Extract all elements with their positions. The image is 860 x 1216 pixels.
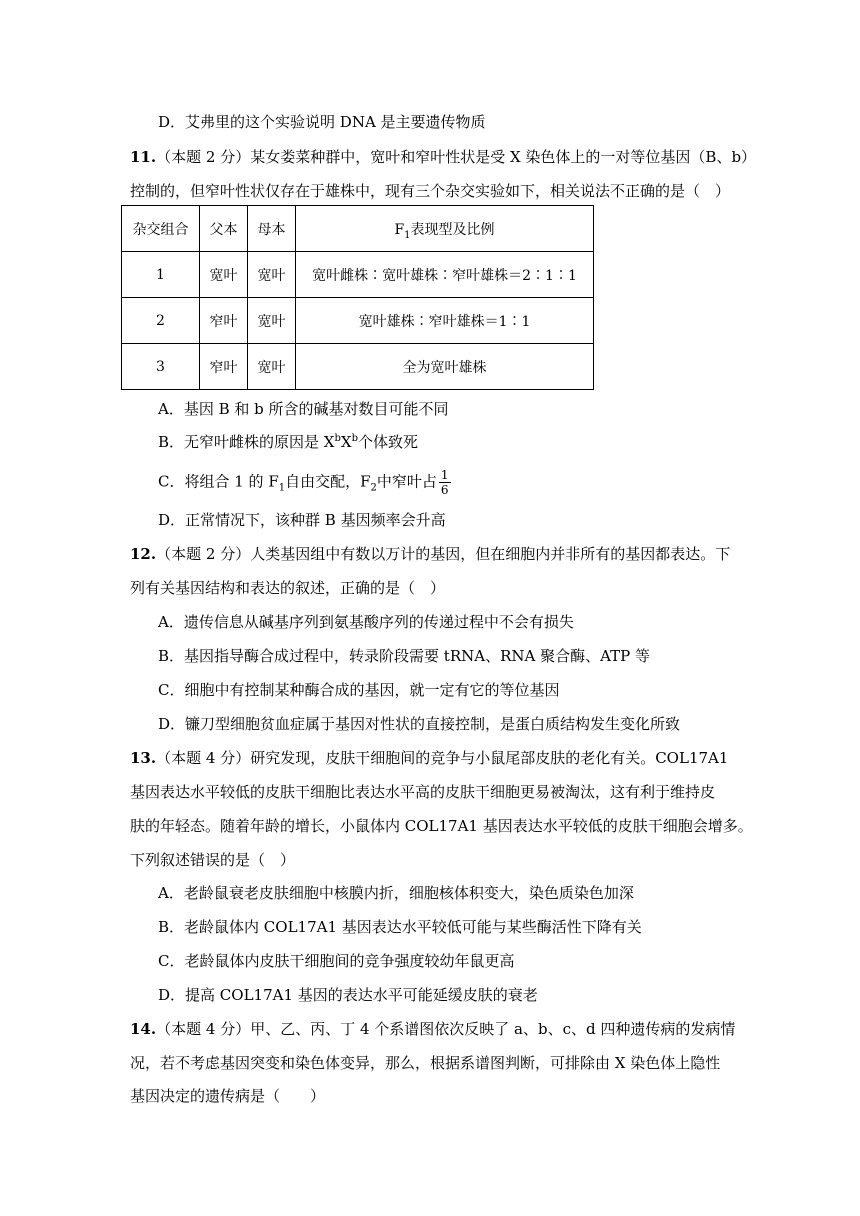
- q13-stem-line2: 基因表达水平较低的皮肤干细胞比表达水平高的皮肤干细胞更易被淘汰，这有利于维持皮: [130, 783, 716, 801]
- q12-option-b: B．基因指导酶合成过程中，转录阶段需要 tRNA、RNA 聚合酶、ATP 等: [158, 647, 650, 665]
- q13-stem-line1: [130, 748, 728, 768]
- q11-option-a: A．基因 B 和 b 所含的碱基对数目可能不同: [158, 400, 449, 418]
- q12-text1: 人类基因组中有数以万计的基因，但在细胞内并非所有的基因都表达。下: [250, 545, 731, 563]
- table-row: [122, 344, 594, 390]
- q14-stem-line1: [130, 1019, 735, 1039]
- table-cell: 宽叶: [248, 298, 296, 344]
- table-cell: 窄叶: [200, 344, 248, 390]
- table-cell: 宽叶: [200, 252, 248, 298]
- q11-stem-line2: 控制的，但窄叶性状仅存在于雄株中，现有三个杂交实验如下，相关说法不正确的是（ ）: [130, 182, 731, 200]
- q11-number: 11.: [130, 148, 157, 166]
- q11-option-b: B．无窄叶雌株的原因是 $X^bX^b$个体致死: [158, 433, 418, 451]
- table-header-cell: $F_1$表现型及比例: [296, 206, 594, 252]
- table-cell: 宽叶: [248, 344, 296, 390]
- q13-option-a: A．老龄鼠衰老皮肤细胞中核膜内折，细胞核体积变大，染色质染色加深: [158, 884, 634, 902]
- q12-number: 12.: [130, 545, 157, 563]
- q11-option-d: D．正常情况下，该种群 B 基因频率会升高: [158, 511, 446, 529]
- q12-option-a: A．遗传信息从碱基序列到氨基酸序列的传递过程中不会有损失: [158, 613, 574, 631]
- table-cell: 宽叶雄株∶窄叶雄株＝1∶1: [296, 298, 594, 344]
- table-header-row: [122, 206, 594, 252]
- q14-meta: （本题 4 分）: [156, 1020, 251, 1038]
- table-cell: 2: [122, 298, 200, 344]
- q14-stem-line2: 况，若不考虑基因突变和染色体变异，那么，根据系谱图判断，可排除由 X 染色体上隐性: [130, 1054, 721, 1072]
- q12-option-d: D．镰刀型细胞贫血症属于基因对性状的直接控制，是蛋白质结构发生变化所致: [158, 715, 681, 733]
- q12-stem-line2: 列有关基因结构和表达的叙述，正确的是（ ）: [130, 579, 446, 597]
- table-header-cell: 杂交组合: [122, 206, 200, 252]
- q11-option-c: C．将组合 1 的 $F_1$自由交配，$F_2$中窄叶占 $\frac{1}{6}$: [158, 468, 449, 497]
- q13-option-b: B．老龄鼠体内 COL17A1 基因表达水平较低可能与某些酶活性下降有关: [158, 918, 642, 936]
- q13-stem-line3: 肤的年轻态。随着年龄的增长，小鼠体内 COL17A1 基因表达水平较低的皮肤干细胞会增多。: [130, 817, 753, 835]
- table-cell: 宽叶: [248, 252, 296, 298]
- q11-text1: 某女娄菜种群中，宽叶和窄叶性状是受 X 染色体上的一对等位基因（B、b）: [250, 148, 757, 166]
- table-row: [122, 298, 594, 344]
- q10-option-d: D．艾弗里的这个实验说明 DNA 是主要遗传物质: [158, 113, 486, 131]
- table-cell: 3: [122, 344, 200, 390]
- q12-option-c: C．细胞中有控制某种酶合成的基因，就一定有它的等位基因: [158, 681, 560, 699]
- q13-meta: （本题 4 分）: [156, 749, 251, 767]
- q13-number: 13.: [130, 749, 157, 767]
- table-cell: 窄叶: [200, 298, 248, 344]
- fraction: $\frac{1}{6}$: [440, 468, 449, 497]
- q13-option-d: D．提高 COL17A1 基因的表达水平可能延缓皮肤的衰老: [158, 986, 538, 1004]
- q14-number: 14.: [130, 1020, 157, 1038]
- q12-stem-line1: [130, 544, 730, 564]
- q12-meta: （本题 2 分）: [156, 545, 251, 563]
- q11-meta: （本题 2 分）: [156, 148, 251, 166]
- table-cell: 全为宽叶雄株: [296, 344, 594, 390]
- q13-stem-line4: 下列叙述错误的是（ ）: [130, 851, 296, 869]
- q14-text1: 甲、乙、丙、丁 4 个系谱图依次反映了 a、b、c、d 四种遗传病的发病情: [250, 1020, 736, 1038]
- table-header-cell: 父本: [200, 206, 248, 252]
- table-cell: 1: [122, 252, 200, 298]
- q14-stem-line3: 基因决定的遗传病是（ ）: [130, 1087, 326, 1105]
- q13-text1: 研究发现，皮肤干细胞间的竞争与小鼠尾部皮肤的老化有关。COL17A1: [250, 749, 729, 767]
- q11-stem-line1: [130, 147, 756, 167]
- table-header-cell: 母本: [248, 206, 296, 252]
- table-cell: 宽叶雌株∶宽叶雄株∶窄叶雄株＝2∶1∶1: [296, 252, 594, 298]
- table-row: [122, 252, 594, 298]
- cross-table: [121, 205, 594, 390]
- q13-option-c: C．老龄鼠体内皮肤干细胞间的竞争强度较幼年鼠更高: [158, 952, 515, 970]
